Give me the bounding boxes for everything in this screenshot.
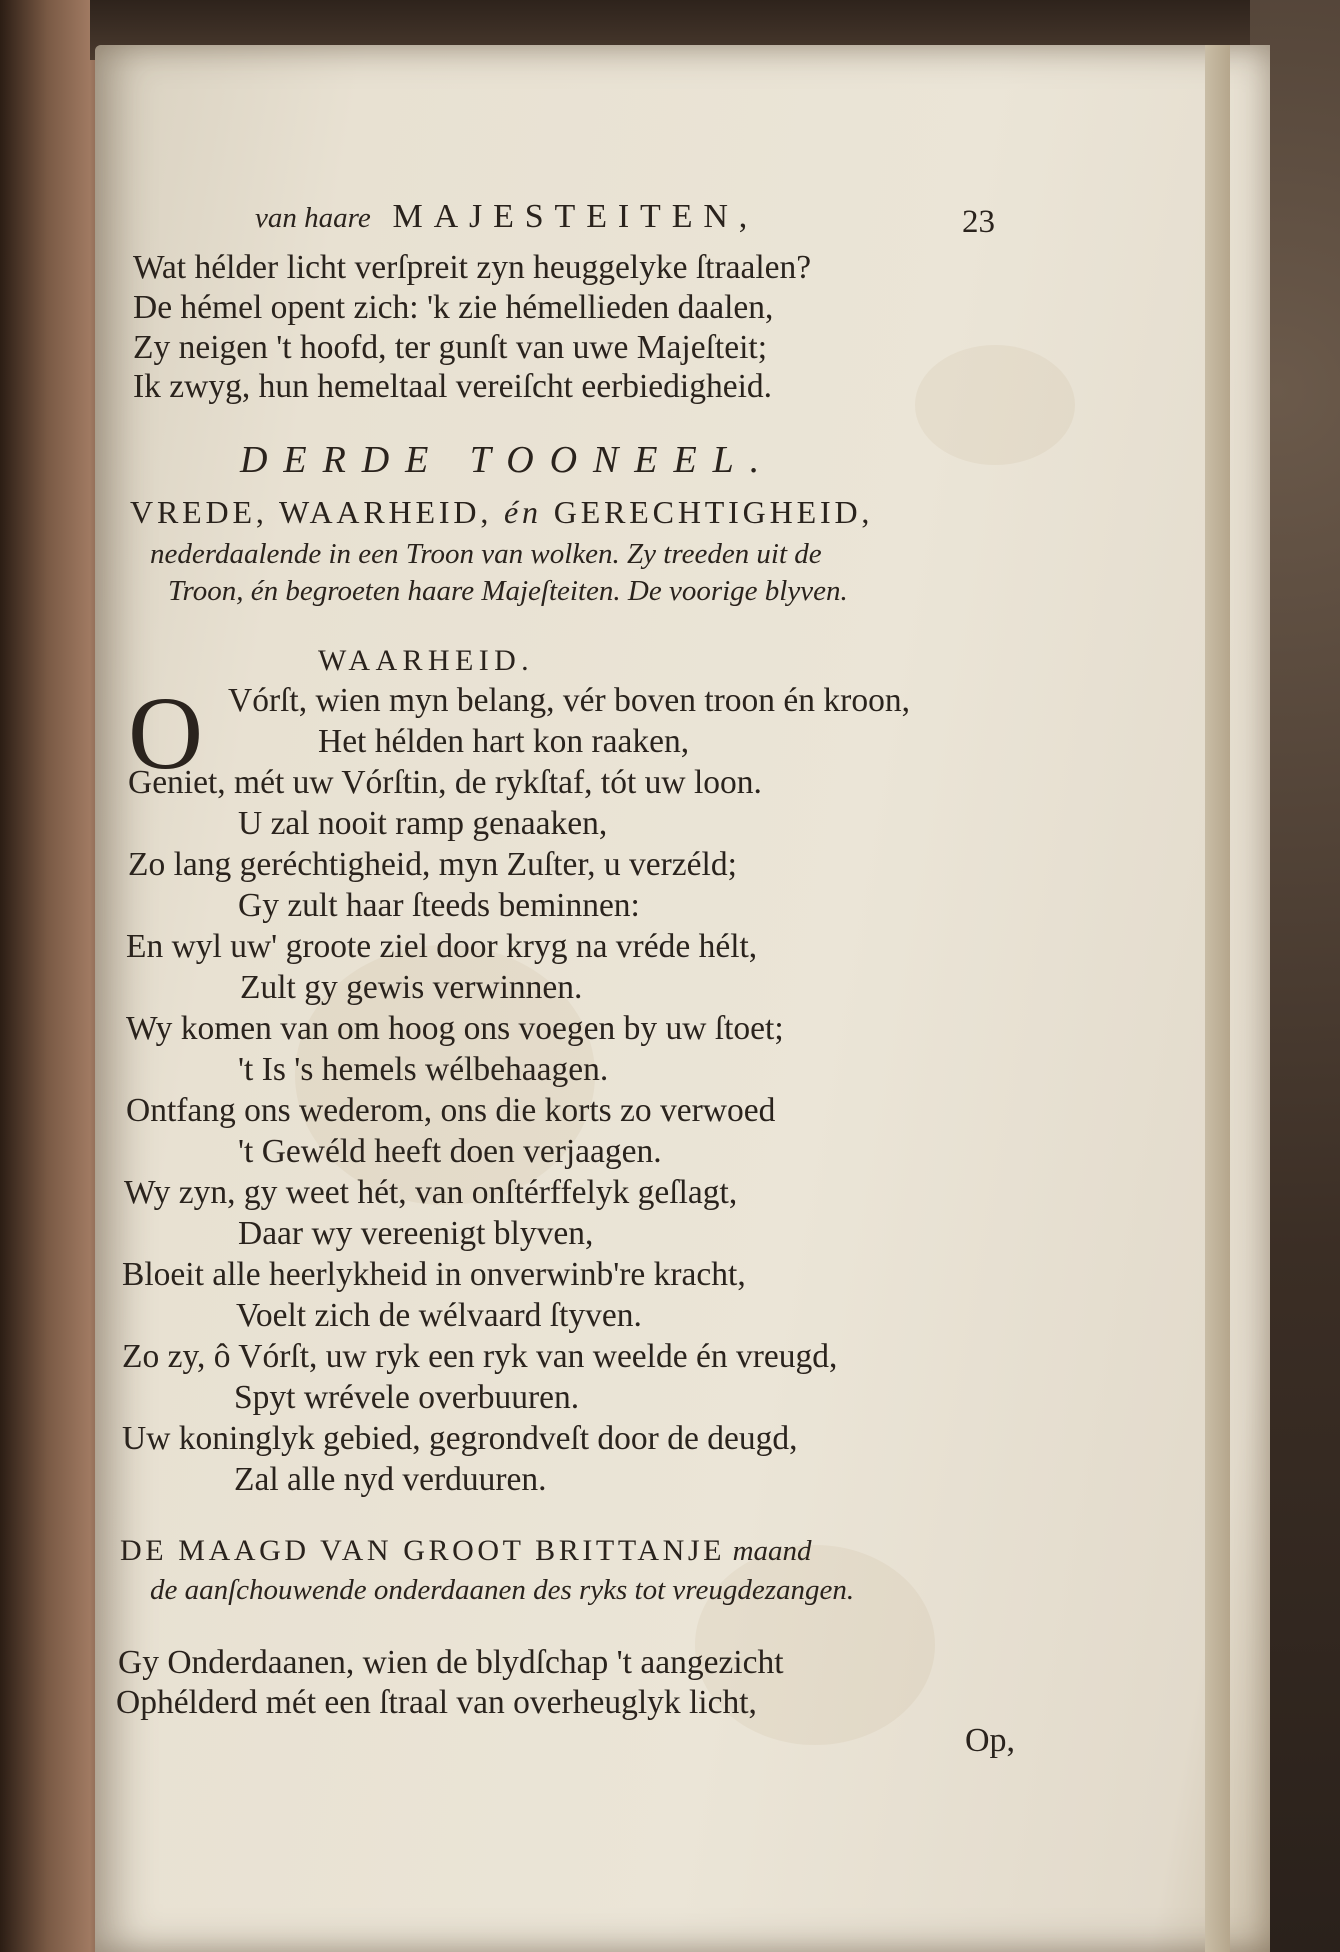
song-line: Ontfang ons wederom, ons die korts zo verwoed bbox=[126, 1092, 776, 1129]
song-line: Het hélden hart kon raaken, bbox=[318, 723, 690, 760]
song-line: Daar wy vereenigt blyven, bbox=[238, 1215, 594, 1252]
verse-line: Zy neigen 't hoofd, ter gunſt van uwe Majeſteit; bbox=[133, 329, 767, 366]
running-head bbox=[255, 198, 758, 236]
song-line: Zal alle nyd verduuren. bbox=[234, 1461, 547, 1498]
verse-line: Wat hélder licht verſpreit zyn heuggelyke ſtraalen? bbox=[133, 249, 812, 286]
song-line: 't Gewéld heeft doen verjaagen. bbox=[238, 1133, 662, 1170]
stage-direction-line: nederdaalende in een Troon van wolken. Zy treeden uit de bbox=[150, 538, 822, 570]
section-heading-caps: DE MAAGD VAN GROOT BRITTANJE bbox=[120, 1534, 726, 1567]
verse-line: Ophélderd mét een ſtraal van overheuglyk licht, bbox=[116, 1684, 757, 1721]
song-line: En wyl uw' groote ziel door kryg na vréde hélt, bbox=[126, 928, 758, 965]
characters-line bbox=[130, 494, 873, 531]
song-line: Geniet, mét uw Vórſtin, de rykſtaf, tót uw loon. bbox=[128, 764, 762, 801]
characters-part-2: GERECHTIGHEID, bbox=[553, 494, 874, 530]
verse-line: Gy Onderdaanen, wien de blydſchap 't aangezicht bbox=[118, 1644, 784, 1681]
song-line: Uw koninglyk gebied, gegrondveſt door de deugd, bbox=[122, 1420, 798, 1457]
section-heading-italic: maand bbox=[732, 1535, 812, 1567]
verse-line: Ik zwyg, hun hemeltaal vereiſcht eerbiedigheid. bbox=[133, 368, 773, 405]
song-line: Zo zy, ô Vórſt, uw ryk een ryk van weelde én vreugd, bbox=[122, 1338, 838, 1375]
song-line: Bloeit alle heerlykheid in onverwinb're kracht, bbox=[122, 1256, 746, 1293]
section-subheading: de aanſchouwende onderdaanen des ryks tot vreugdezangen. bbox=[150, 1574, 855, 1606]
song-line: Gy zult haar ſteeds beminnen: bbox=[238, 887, 640, 924]
page-number: 23 bbox=[962, 204, 995, 240]
speaker-name: WAARHEID. bbox=[318, 644, 535, 677]
stage-direction-line: Troon, én begroeten haare Majeſteiten. De voorige blyven. bbox=[168, 575, 848, 607]
song-line: Spyt wrévele overbuuren. bbox=[234, 1379, 580, 1416]
song-line: Zo lang geréchtigheid, myn Zuſter, u verzéld; bbox=[128, 846, 737, 883]
running-head-italic: van haare bbox=[255, 202, 371, 234]
verse-line: De hémel opent zich: 'k zie hémellieden daalen, bbox=[133, 289, 774, 326]
song-line: U zal nooit ramp genaaken, bbox=[238, 805, 608, 842]
song-line: Voelt zich de wélvaard ſtyven. bbox=[236, 1297, 642, 1334]
running-head-title: MAJESTEITEN, bbox=[392, 198, 759, 235]
page-edge bbox=[1205, 45, 1230, 1952]
characters-conjunction: én bbox=[504, 494, 542, 530]
song-line: Vórſt, wien myn belang, vér boven troon én kroon, bbox=[228, 682, 910, 719]
song-line: Wy zyn, gy weet hét, van onſtérffelyk geſlagt, bbox=[124, 1174, 738, 1211]
section-heading bbox=[120, 1534, 812, 1568]
scene-title: DERDE TOONEEL. bbox=[240, 439, 776, 481]
song-line: 't Is 's hemels wélbehaagen. bbox=[238, 1051, 609, 1088]
song-line: Zult gy gewis verwinnen. bbox=[240, 969, 583, 1006]
characters-part-1: VREDE, WAARHEID, bbox=[130, 494, 493, 530]
drop-cap: O bbox=[128, 676, 204, 791]
catchword: Op, bbox=[965, 1722, 1016, 1759]
song-line: Wy komen van om hoog ons voegen by uw ſtoet; bbox=[126, 1010, 784, 1047]
